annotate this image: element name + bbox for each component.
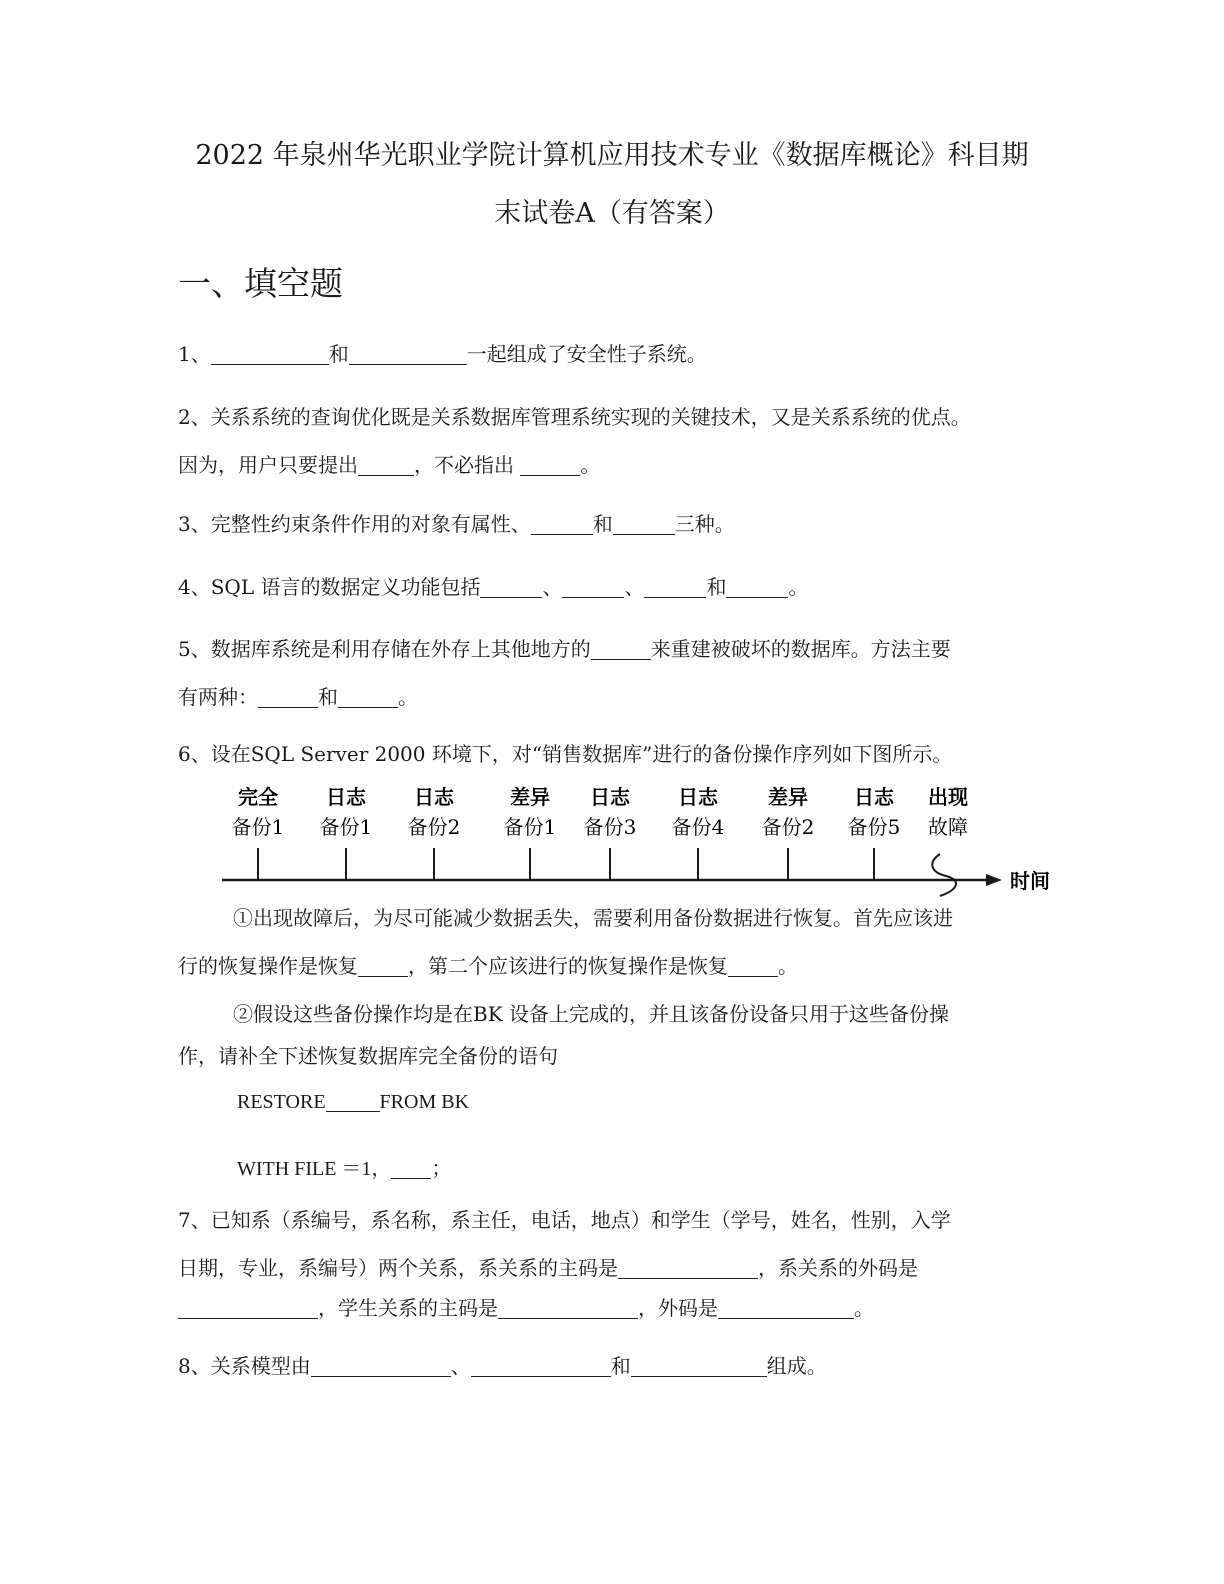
blank[interactable] [211,342,329,365]
question-6-part-2: ②假设这些备份操作均是在BK 设备上完成的，并且该备份设备只用于这些备份操 [233,1002,949,1026]
timeline-event-sublabel: 备份1 [231,815,285,839]
timeline-event-sublabel: 备份2 [761,815,815,839]
timeline-event-label: 差异 [768,785,808,809]
blank[interactable] [718,1296,854,1319]
blank[interactable] [338,685,398,708]
failure-break-mark [932,854,956,896]
blank[interactable] [618,1256,758,1279]
timeline-event-label: 日志 [854,785,894,809]
blank[interactable] [728,954,778,977]
blank[interactable] [613,512,675,535]
timeline-event-sublabel: 故障 [928,815,968,839]
question-4: 4、SQL 语言的数据定义功能包括 、 、 和 。 [178,575,809,599]
blank[interactable] [471,1354,611,1377]
blank[interactable] [358,954,408,977]
title-line-1: 2022 年泉州华光职业学院计算机应用技术专业《数据库概论》科目期 [195,140,1029,171]
question-6-part-1-cont: 行的恢复操作是恢复 ，第二个应该进行的恢复操作是恢复 。 [178,954,798,978]
blank[interactable] [178,1296,318,1319]
timeline-event-sublabel: 备份2 [407,815,461,839]
blank[interactable] [258,685,318,708]
blank[interactable] [480,575,542,598]
blank[interactable] [358,453,414,476]
restore-statement: RESTORE FROM BK [237,1091,470,1113]
blank[interactable] [531,512,593,535]
timeline-event-label: 日志 [590,785,630,809]
blank[interactable] [631,1354,767,1377]
question-6-part-1: ①出现故障后，为尽可能减少数据丢失，需要利用备份数据进行恢复。首先应该进 [233,906,953,930]
blank[interactable] [311,1354,451,1377]
backup-timeline-diagram [218,780,1058,900]
question-8: 8、关系模型由 、 和 组成。 [178,1354,827,1378]
timeline-event-sublabel: 备份3 [583,815,637,839]
blank[interactable] [498,1296,638,1319]
timeline-event-sublabel: 备份1 [503,815,557,839]
timeline-event-label: 出现 [928,785,968,809]
title-line-2: 末试卷A（有答案） [494,198,730,229]
question-1: 1、 和 一起组成了安全性子系统。 [178,342,707,366]
timeline-event-label: 日志 [326,785,366,809]
question-5: 5、数据库系统是利用存储在外存上其他地方的 来重建被破坏的数据库。方法主要 有两种： 和 。 [178,637,951,709]
blank[interactable] [520,453,580,476]
blank[interactable] [591,637,651,660]
timeline-event-sublabel: 备份1 [319,815,373,839]
timeline-event-label: 差异 [510,785,550,809]
blank[interactable] [726,575,788,598]
blank[interactable] [349,342,467,365]
blank[interactable] [644,575,706,598]
question-6-intro: 6、设在SQL Server 2000 环境下，对“销售数据库”进行的备份操作序列如下图所示。 [178,742,953,766]
section-heading: 一、填空题 [178,264,343,303]
timeline-arrowhead [986,874,1002,886]
question-2: 2、关系系统的查询优化既是关系数据库管理系统实现的关键技术，又是关系系统的优点。 因为，用户只要提出 ，不必指出 。 [178,405,971,477]
blank[interactable] [391,1156,431,1179]
timeline-event-label: 日志 [678,785,718,809]
blank[interactable] [562,575,624,598]
exam-title [150,127,1074,243]
timeline-event-label: 日志 [414,785,454,809]
timeline-event-sublabel: 备份4 [671,815,725,839]
timeline-event-label: 完全 [238,785,278,809]
question-3: 3、完整性约束条件作用的对象有属性、 和 三种。 [178,512,735,536]
timeline-events [232,785,968,880]
question-7: 7、已知系（系编号，系名称，系主任，电话，地点）和学生（学号，姓名，性别，入学 日期，专业，系编号）两个关系，系关系的主码是 ，系关系的外码是 ，学生关系的主码是 ，外码是 。 [178,1208,951,1320]
timeline-axis-label: 时间 [1010,869,1050,893]
timeline-event-sublabel: 备份5 [847,815,901,839]
question-6-part-2-cont: 作，请补全下述恢复数据库完全备份的语句 [178,1044,558,1068]
with-file-statement: WITH FILE ＝1， ； [237,1158,452,1180]
blank[interactable] [326,1089,380,1112]
